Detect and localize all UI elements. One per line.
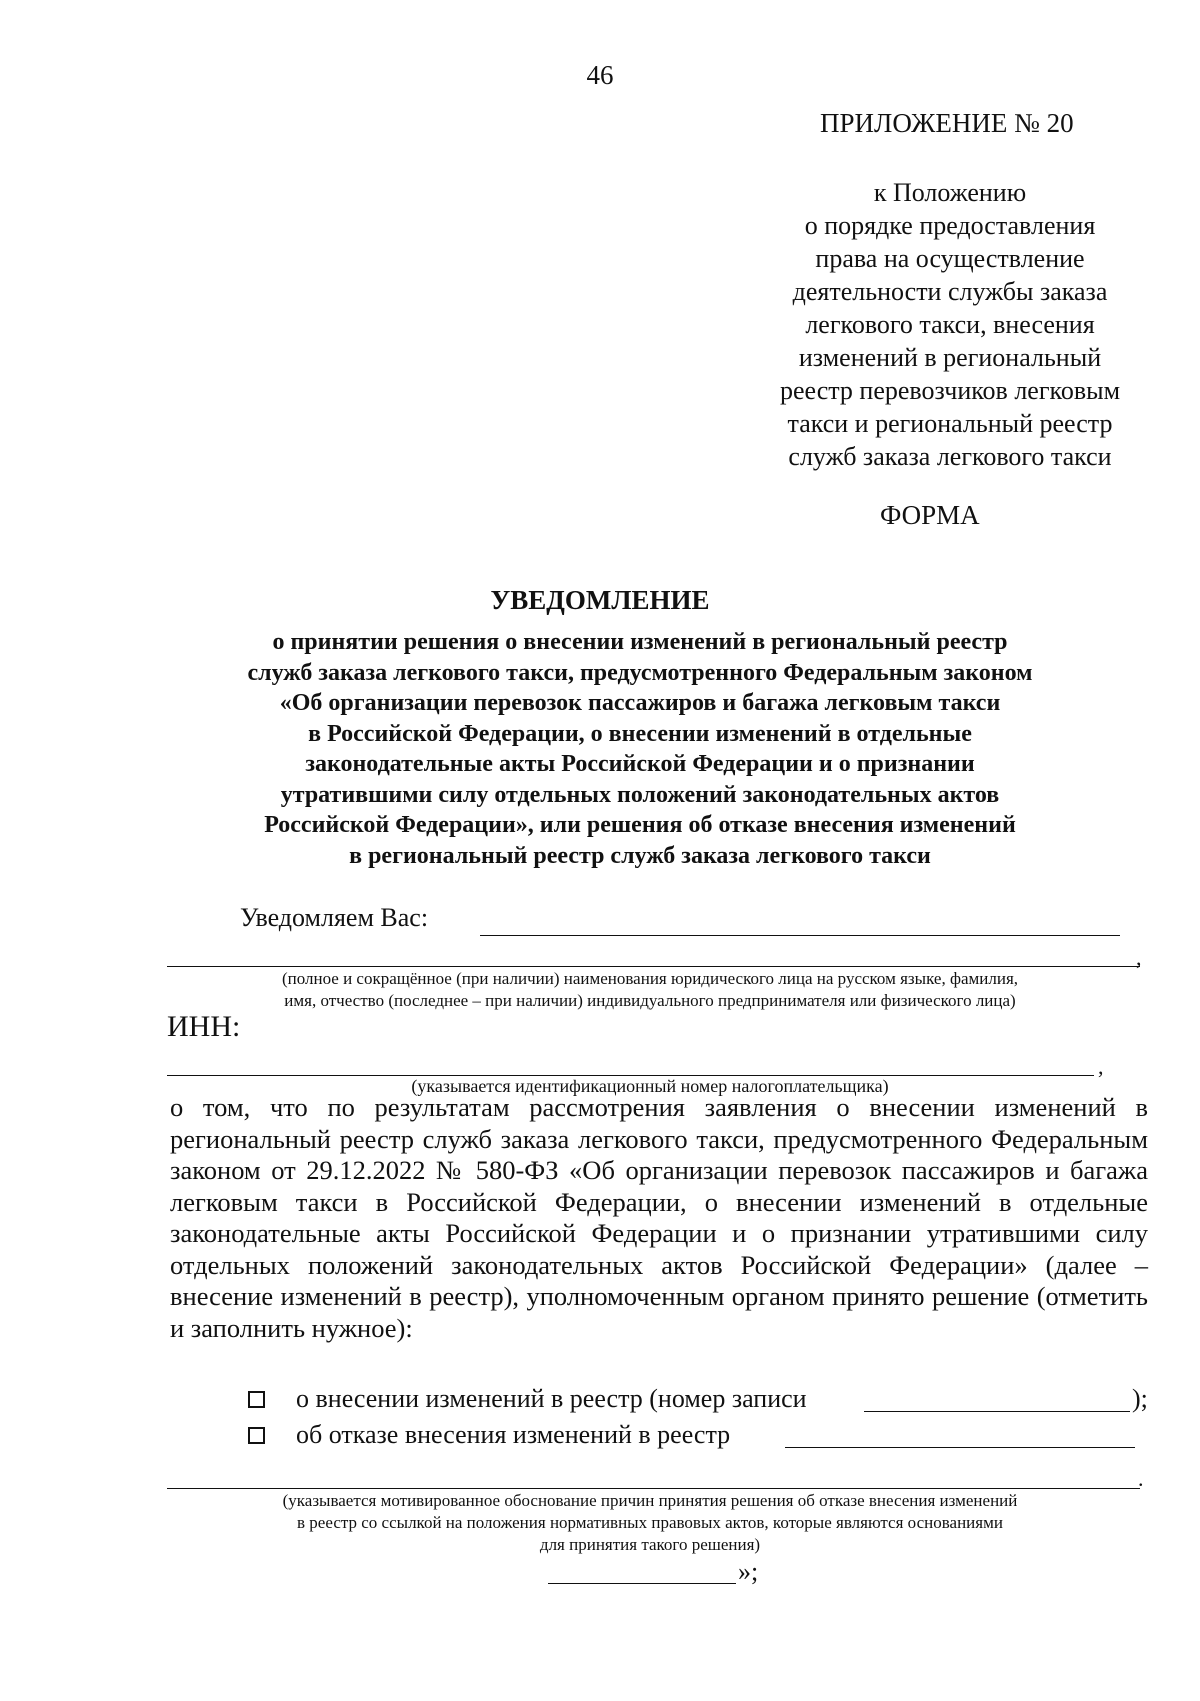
regulation-reference xyxy=(760,176,1140,473)
accept-checkbox[interactable] xyxy=(248,1391,265,1408)
inn-comma: , xyxy=(1098,1054,1104,1079)
reference-line: изменений в региональный xyxy=(798,343,1102,372)
recipient-comma: , xyxy=(1136,945,1142,970)
notify-label: Уведомляем Вас: xyxy=(240,903,429,932)
subtitle-line: служб заказа легкового такси, предусмотренного Федеральным законом xyxy=(247,659,1033,686)
closing-blank-field[interactable] xyxy=(548,1583,736,1584)
reason-hint xyxy=(150,1490,1150,1556)
reference-line: реестр перевозчиков легковым xyxy=(779,376,1121,405)
subtitle-line: в Российской Федерации, о внесении изменений в отдельные xyxy=(308,720,972,747)
hint-line: (полное и сокращённое (при наличии) наименования юридического лица на русском языке, фамилия, xyxy=(281,969,1019,988)
reference-line: права на осуществление xyxy=(815,244,1085,273)
reference-line: к Положению xyxy=(873,178,1027,207)
inn-hint: (указывается идентификационный номер налогоплательщика) xyxy=(411,1076,889,1096)
subtitle-line: «Об организации перевозок пассажиров и багажа легковым такси xyxy=(279,690,1001,716)
subtitle-line: Российской Федерации», или решения об отказе внесения изменений xyxy=(264,812,1016,838)
subtitle-line: законодательные акты Российской Федерации и о признании xyxy=(305,751,975,777)
reason-period: . xyxy=(1138,1466,1144,1491)
accept-option-suffix: ); xyxy=(1132,1384,1148,1413)
closing-quote: »; xyxy=(738,1557,759,1586)
subtitle-line: утратившими силу отдельных положений законодательных актов xyxy=(280,781,1000,808)
subtitle-line: в региональный реестр служб заказа легкового такси xyxy=(349,842,931,869)
reference-line: такси и региональный реестр xyxy=(787,409,1113,438)
notification-body xyxy=(170,1092,1148,1344)
hint-line: для принятия такого решения) xyxy=(539,1535,761,1554)
page-number: 46 xyxy=(586,60,614,90)
body-paragraph: о том, что по результатам рассмотрения заявления о внесении изменений в региональный реестр служб заказа легкового такси, предусмотренного Федеральным законом от 29.12.2022 № 580-ФЗ «Об организации перевозок пассажиров и багажа легковым такси в Российской Федерации, о внесении изменений в отдельные законодательные акты Российской Федерации и о признании утратившими силу отдельных положений законодательных актов Российской Федерации» (далее – внесение изменений в реестр), уполномоченным органом принято решение (отметить и заполнить нужное): xyxy=(170,1092,1148,1343)
hint-line: (указывается мотивированное обоснование причин принятия решения об отказе внесения изменений xyxy=(282,1491,1018,1510)
form-label: ФОРМА xyxy=(880,500,980,530)
document-subtitle xyxy=(150,627,1130,871)
hint-line: в реестр со ссылкой на положения нормативных правовых актов, которые являются основаниями xyxy=(297,1513,1003,1532)
reject-option-label: об отказе внесения изменений в реестр xyxy=(296,1420,731,1449)
reject-reason-field-continued[interactable] xyxy=(167,1488,1140,1489)
reference-line: легкового такси, внесения xyxy=(805,310,1095,339)
recipient-hint xyxy=(150,968,1150,1012)
subtitle-line: о принятии решения о внесении изменений в региональный реестр xyxy=(272,629,1008,655)
reference-line: деятельности службы заказа xyxy=(792,277,1108,306)
recipient-name-field-continued[interactable] xyxy=(167,966,1140,967)
recipient-name-field[interactable] xyxy=(480,935,1120,936)
inn-label: ИНН: xyxy=(167,1010,241,1043)
appendix-label: ПРИЛОЖЕНИЕ № 20 xyxy=(820,108,1074,138)
reference-line: о порядке предоставления xyxy=(804,211,1096,240)
reject-checkbox[interactable] xyxy=(248,1427,265,1444)
hint-line: имя, отчество (последнее – при наличии) индивидуального предпринимателя или физического лица) xyxy=(284,991,1016,1010)
reject-reason-field[interactable] xyxy=(785,1447,1135,1448)
accept-option-label: о внесении изменений в реестр (номер записи xyxy=(296,1384,807,1413)
reference-line: служб заказа легкового такси xyxy=(788,442,1112,471)
record-number-field[interactable] xyxy=(864,1411,1130,1412)
document-title: УВЕДОМЛЕНИЕ xyxy=(490,585,710,615)
